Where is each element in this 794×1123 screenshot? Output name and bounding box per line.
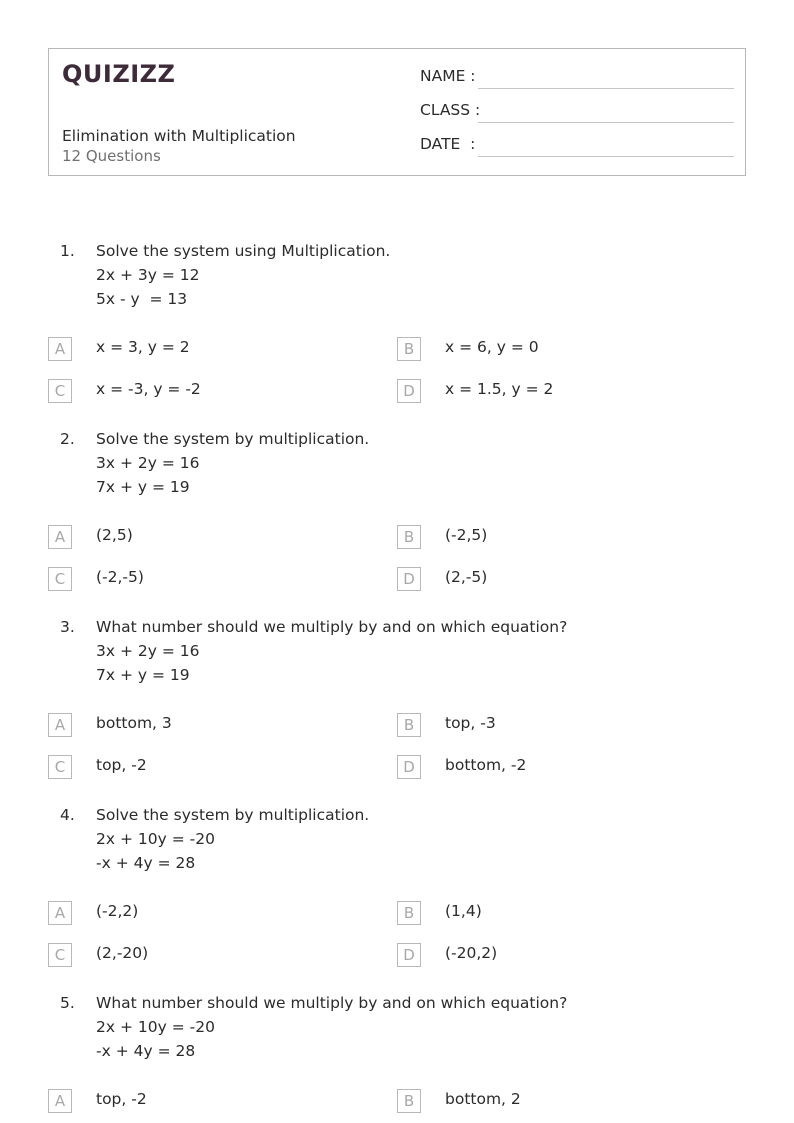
option-text: x = 3, y = 2 bbox=[96, 338, 190, 356]
question-equation: 5x - y = 13 bbox=[96, 290, 188, 308]
option-letter-box: C bbox=[48, 567, 72, 591]
question-equation: 3x + 2y = 16 bbox=[96, 454, 200, 472]
option-text: (-2,-5) bbox=[96, 568, 144, 586]
question-equation: 2x + 10y = -20 bbox=[96, 830, 215, 848]
question-number: 4. bbox=[60, 806, 75, 824]
date-label: DATE : bbox=[420, 135, 476, 153]
option-letter-box: A bbox=[48, 1089, 72, 1113]
option-text: (2,-20) bbox=[96, 944, 149, 962]
question-number: 3. bbox=[60, 618, 75, 636]
option-letter-box: B bbox=[397, 713, 421, 737]
worksheet-header bbox=[48, 48, 746, 176]
option-letter-box: B bbox=[397, 337, 421, 361]
option-letter-box: B bbox=[397, 901, 421, 925]
option-text: top, -2 bbox=[96, 756, 147, 774]
option-text: x = 1.5, y = 2 bbox=[445, 380, 554, 398]
question-prompt: What number should we multiply by and on which equation? bbox=[96, 994, 568, 1012]
class-line[interactable] bbox=[478, 122, 734, 123]
option-text: (-20,2) bbox=[445, 944, 498, 962]
option-text: top, -2 bbox=[96, 1090, 147, 1108]
option-text: bottom, -2 bbox=[445, 756, 527, 774]
option-text: (-2,2) bbox=[96, 902, 139, 920]
option-text: top, -3 bbox=[445, 714, 496, 732]
date-line[interactable] bbox=[478, 156, 734, 157]
name-line[interactable] bbox=[478, 88, 734, 89]
option-letter-box: A bbox=[48, 525, 72, 549]
option-letter-box: D bbox=[397, 567, 421, 591]
name-field[interactable] bbox=[420, 67, 734, 89]
option-text: (1,4) bbox=[445, 902, 482, 920]
class-field[interactable] bbox=[420, 101, 734, 123]
question-prompt: Solve the system by multiplication. bbox=[96, 430, 370, 448]
date-field[interactable] bbox=[420, 135, 734, 157]
question-prompt: Solve the system using Multiplication. bbox=[96, 242, 391, 260]
option-letter-box: B bbox=[397, 1089, 421, 1113]
question-count: 12 Questions bbox=[62, 147, 161, 165]
question-equation: 2x + 3y = 12 bbox=[96, 266, 200, 284]
class-label: CLASS : bbox=[420, 101, 481, 119]
option-text: (2,5) bbox=[96, 526, 133, 544]
option-text: (2,-5) bbox=[445, 568, 488, 586]
question-equation: 7x + y = 19 bbox=[96, 666, 190, 684]
option-letter-box: D bbox=[397, 379, 421, 403]
question-number: 5. bbox=[60, 994, 75, 1012]
option-letter-box: A bbox=[48, 901, 72, 925]
question-number: 2. bbox=[60, 430, 75, 448]
question-equation: -x + 4y = 28 bbox=[96, 1042, 196, 1060]
option-letter-box: A bbox=[48, 713, 72, 737]
option-text: x = -3, y = -2 bbox=[96, 380, 201, 398]
option-letter-box: B bbox=[397, 525, 421, 549]
question-prompt: What number should we multiply by and on which equation? bbox=[96, 618, 568, 636]
quizizz-logo: QUIZIZZ bbox=[62, 60, 176, 88]
option-letter-box: D bbox=[397, 755, 421, 779]
option-letter-box: D bbox=[397, 943, 421, 967]
question-equation: 7x + y = 19 bbox=[96, 478, 190, 496]
option-text: (-2,5) bbox=[445, 526, 488, 544]
option-text: bottom, 2 bbox=[445, 1090, 521, 1108]
question-equation: 3x + 2y = 16 bbox=[96, 642, 200, 660]
question-equation: -x + 4y = 28 bbox=[96, 854, 196, 872]
question-equation: 2x + 10y = -20 bbox=[96, 1018, 215, 1036]
option-letter-box: C bbox=[48, 379, 72, 403]
option-text: bottom, 3 bbox=[96, 714, 172, 732]
question-prompt: Solve the system by multiplication. bbox=[96, 806, 370, 824]
worksheet-title: Elimination with Multiplication bbox=[62, 127, 296, 145]
name-label: NAME : bbox=[420, 67, 476, 85]
option-text: x = 6, y = 0 bbox=[445, 338, 539, 356]
option-letter-box: C bbox=[48, 755, 72, 779]
option-letter-box: C bbox=[48, 943, 72, 967]
option-letter-box: A bbox=[48, 337, 72, 361]
question-number: 1. bbox=[60, 242, 75, 260]
